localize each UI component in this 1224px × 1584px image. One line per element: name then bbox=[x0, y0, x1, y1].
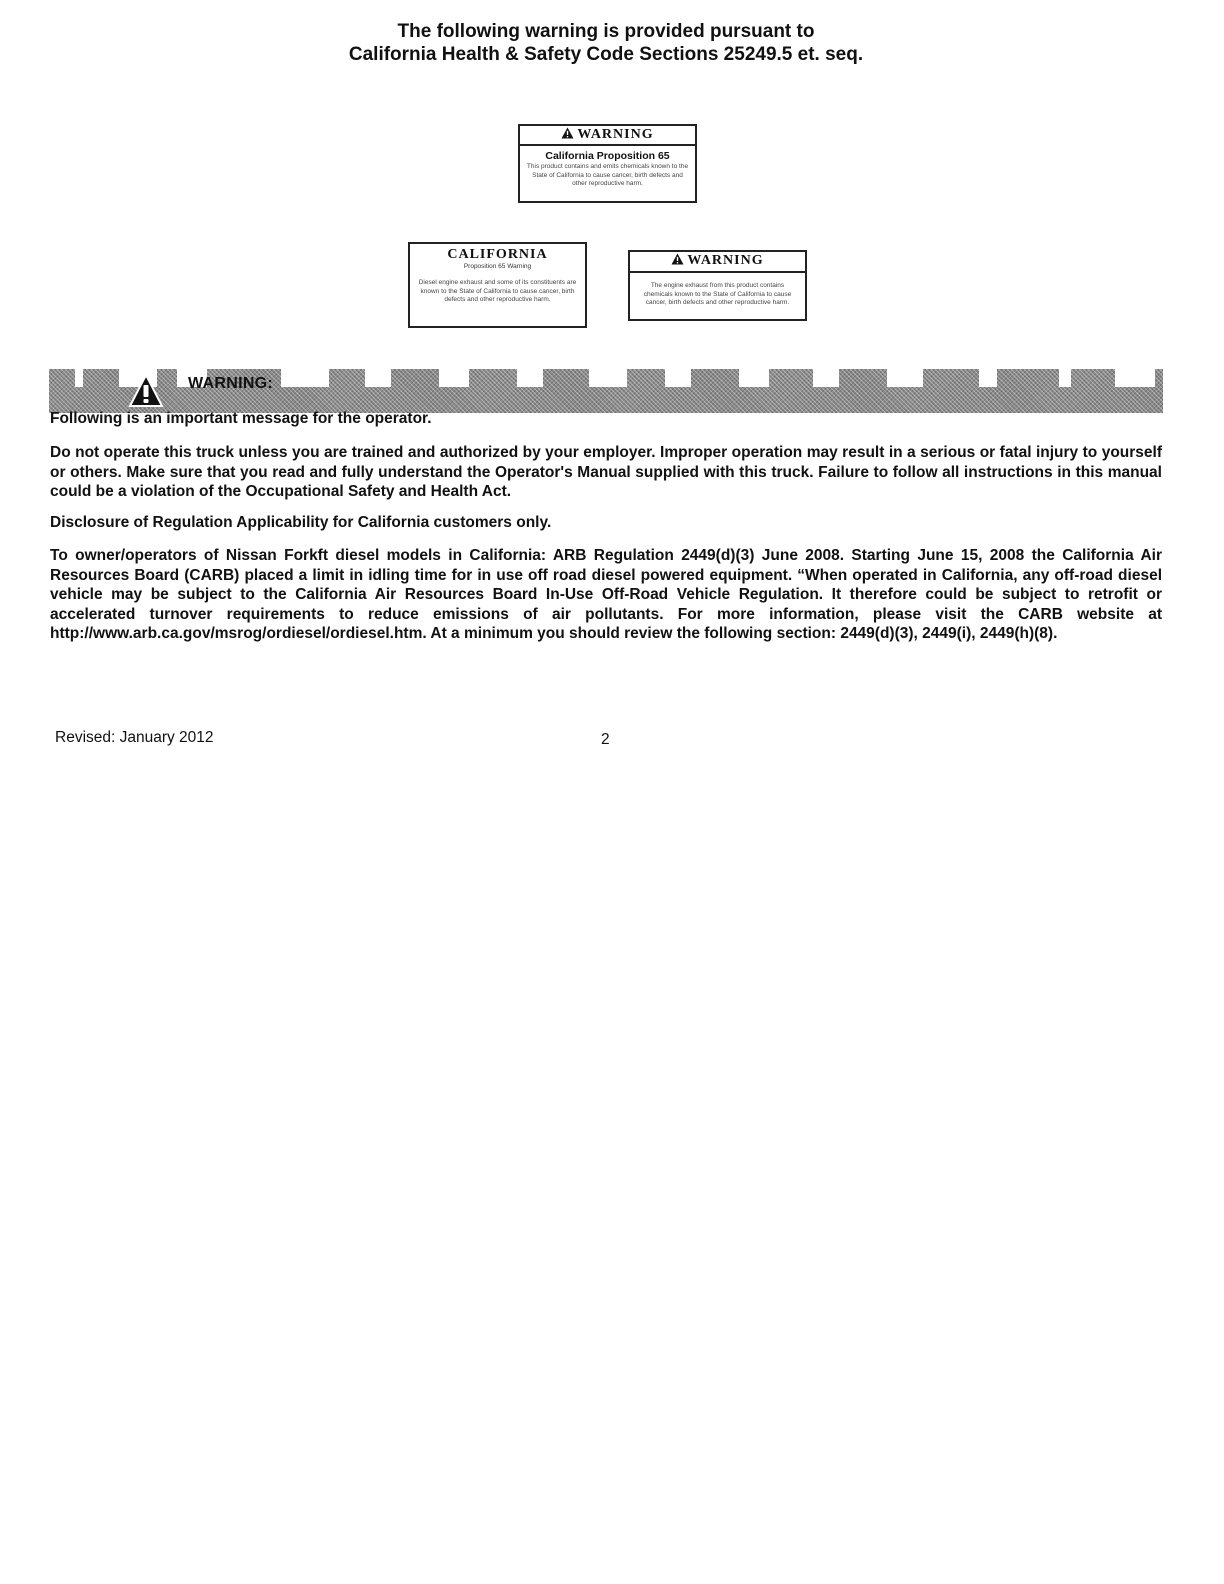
operator-warning-paragraph: Do not operate this truck unless you are trained and authorized by your employer. Improper operation may result in a serious or fatal injury to yourself or others. Make sure that you read and fully understand the Operator's Manual supplied with this truck. Failure to follow all instructions in this manual could be a violation of the Occupational Safety and Health Act. bbox=[50, 444, 1162, 501]
carb-regulation-paragraph: To owner/operators of Nissan Forkft diesel models in California: ARB Regulation 2449(d)(3) June 2008. Starting June 15, 2008 the California Air Resources Board (CARB) placed a limit in idling time for in use off road diesel powered equipment. “When operated in California, any off-road diesel vehicle may be subject to the California Air Resources Board In-Use Off-Road Vehicle Regulation. It therefore could be subject to retrofit or accelerated turnover requirements to reduce emissions of air pollutants. For more information, please visit the CARB website at http://www.arb.ca.gov/msrog/ordiesel/ordiesel.htm. At a minimum you should review the following section: 2449(d)(3), 2449(i), 2449(h)(8). bbox=[50, 547, 1162, 643]
california-prop65-label bbox=[408, 242, 587, 328]
label-body: Diesel engine exhaust and some of its constituents are known to the State of California to cause cancer, birth defects and other reproductive harm. bbox=[418, 279, 577, 303]
revision-date: Revised: January 2012 bbox=[55, 729, 214, 746]
label-title-text: WARNING bbox=[577, 127, 654, 142]
warning-banner-title: WARNING: bbox=[188, 375, 274, 392]
warning-triangle-icon bbox=[561, 127, 574, 139]
page-header bbox=[0, 20, 1212, 66]
prop65-warning-label bbox=[518, 124, 697, 203]
label-title: CALIFORNIA bbox=[447, 247, 548, 262]
label-subtitle: Proposition 65 Warning bbox=[463, 263, 532, 270]
header-line-2: California Health & Safety Code Sections 25249.5 et. seq. bbox=[348, 44, 864, 65]
label-body: This product contains and emits chemicals known to the State of California to cause cancer, birth defects and other reproductive harm. bbox=[526, 163, 689, 187]
label-title-text: WARNING bbox=[687, 253, 764, 268]
operator-message-intro: Following is an important message for the operator. bbox=[50, 410, 432, 427]
label-title bbox=[630, 253, 805, 273]
label-subtitle: California Proposition 65 bbox=[545, 150, 670, 162]
label-body: The engine exhaust from this product contains chemicals known to the State of California to cause cancer, birth defects and other reproductive harm. bbox=[643, 282, 792, 306]
label-title bbox=[520, 127, 695, 146]
warning-triangle-icon bbox=[128, 373, 164, 409]
page-number: 2 bbox=[601, 731, 610, 748]
warning-triangle-icon bbox=[671, 253, 684, 265]
exhaust-warning-label bbox=[628, 250, 807, 321]
header-line-1: The following warning is provided pursuant to bbox=[397, 21, 815, 42]
disclosure-paragraph: Disclosure of Regulation Applicability for California customers only. bbox=[50, 514, 552, 531]
